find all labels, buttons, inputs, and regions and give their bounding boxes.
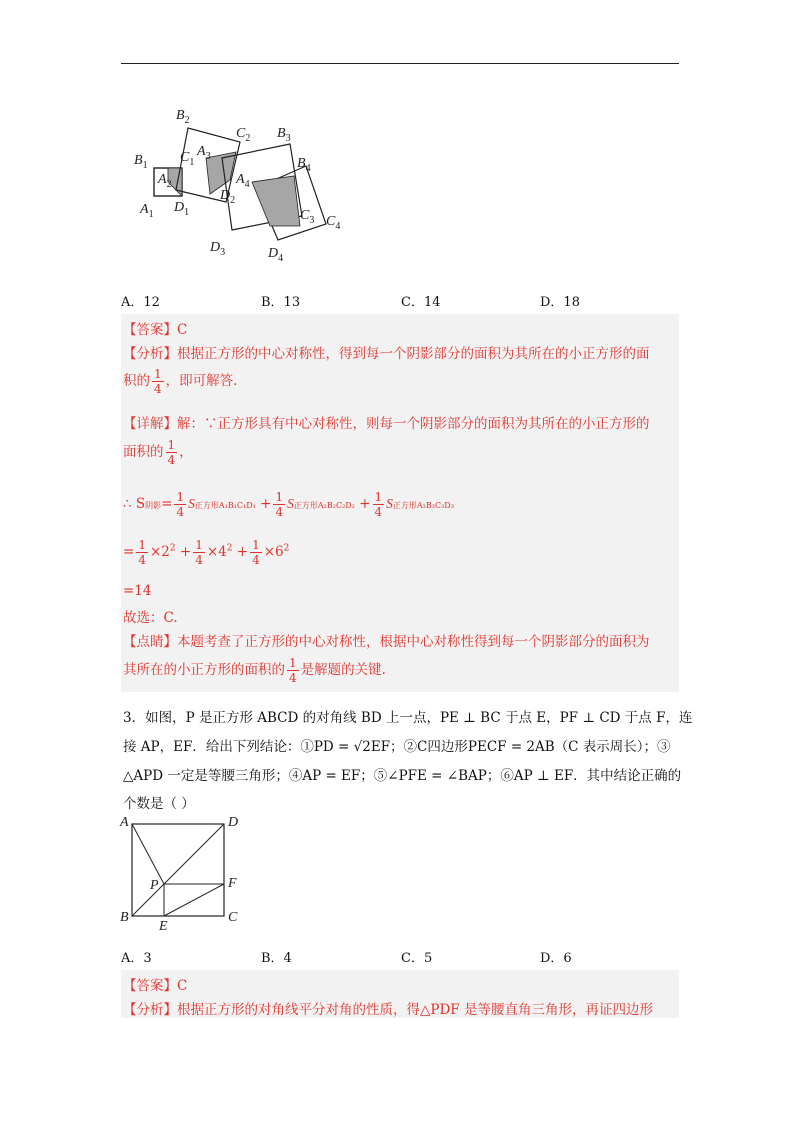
q2-answer: 【答案】C <box>123 322 188 338</box>
label-C3: $C_3$ <box>300 208 315 226</box>
q2-equation-2: = $\frac{1}{4}$ $\times 2^2$ + $\frac{1}{4}$ $\times 4^2$ + $\frac{1}{4}$ $\times 6^2$ <box>123 538 290 567</box>
header-rule <box>121 63 679 64</box>
q2-detail-line2: 面积的 $\frac{1}{4}$ ， <box>123 438 193 467</box>
q2-choice-a[interactable]: A．12 <box>121 295 160 310</box>
q2-choose: 故选：C. <box>123 610 178 626</box>
label-A4: $A_4$ <box>236 172 250 190</box>
label-B3: $B_3$ <box>277 126 291 144</box>
diagonal-bd <box>132 824 224 916</box>
q2-choice-c[interactable]: C．14 <box>401 295 441 310</box>
shade-4 <box>252 176 300 226</box>
label-B4: $B_4$ <box>297 156 311 174</box>
q2-analysis-line1: 【分析】根据正方形的中心对称性，得到每一个阴影部分的面积为其所在的小正方形的面 <box>123 346 650 362</box>
q2-equation-3: =14 <box>123 583 152 599</box>
label-D2: $D_2$ <box>220 188 236 206</box>
label-B1: $B_1$ <box>134 153 148 171</box>
q3-label-E: E <box>159 919 168 934</box>
fraction: $\frac{1}{4}$ <box>167 438 176 467</box>
segment-ef <box>164 884 224 916</box>
q3-choice-d[interactable]: D．6 <box>540 951 572 966</box>
q3-stem-line2: 接 AP，EF．给出下列结论：①PD = √2EF；②C四边形PECF = 2AB（C 表示周长）；③ <box>123 739 671 755</box>
label-A1: $A_1$ <box>140 202 154 220</box>
q3-choice-a[interactable]: A．3 <box>121 951 152 966</box>
label-A3: $A_3$ <box>197 144 211 162</box>
q3-stem-line4: 个数是（ ） <box>123 796 195 812</box>
label-D3: $D_3$ <box>210 240 226 258</box>
label-D1: $D_1$ <box>174 200 190 218</box>
label-C2: $C_2$ <box>236 126 251 144</box>
q3-figure <box>130 822 230 922</box>
q3-answer: 【答案】C <box>123 978 188 994</box>
q3-label-A: A <box>120 815 129 830</box>
label-D4: $D_4$ <box>268 246 284 264</box>
q3-analysis: 【分析】根据正方形的对角线平分对角的性质，得△PDF 是等腰直角三角形，再证四边形 <box>123 1002 653 1018</box>
q2-equation-1: ∴ S阴影= $\frac{1}{4}$ S正方形A₁B₁C₁D₁ + $\frac{1}{4}$ S正方形A₂B₂C₂D₂ + $\frac{1}{4}$ S正方形A₃B₃C₃D₃ <box>123 490 454 519</box>
q3-label-C: C <box>228 910 238 925</box>
label-C1: $C_1$ <box>180 150 195 168</box>
label-A2: $A_2$ <box>158 172 172 190</box>
q2-choice-b[interactable]: B．13 <box>261 295 301 310</box>
q3-label-P: P <box>150 878 159 893</box>
q2-detail-line1: 【详解】解：∵正方形具有中心对称性，则每一个阴影部分的面积为其所在的小正方形的 <box>123 416 650 432</box>
q2-choice-d[interactable]: D．18 <box>540 295 580 310</box>
fraction: $\frac{1}{4}$ <box>154 367 162 396</box>
q3-choice-b[interactable]: B．4 <box>261 951 292 966</box>
label-B2: $B_2$ <box>176 108 190 126</box>
label-C4: $C_4$ <box>326 214 341 232</box>
q3-choice-c[interactable]: C．5 <box>401 951 433 966</box>
q3-label-F: F <box>228 876 237 891</box>
segment-ap <box>132 824 164 884</box>
fraction: $\frac{1}{4}$ <box>289 656 297 685</box>
q2-comment-line2: 其所在的小正方形的面积的 $\frac{1}{4}$ 是解题的关键. <box>123 656 386 685</box>
q3-stem-line1: 3．如图，P 是正方形 ABCD 的对角线 BD 上一点，PE ⊥ BC 于点 E，PF ⊥ CD 于点 F，连 <box>123 710 693 726</box>
q3-stem-line3: △APD 一定是等腰三角形；④AP = EF；⑤∠PFE = ∠BAP；⑥AP ⊥ EF．其中结论正确的 <box>123 768 682 784</box>
q2-comment-line1: 【点睛】本题考查了正方形的中心对称性，根据中心对称性得到每一个阴影部分的面积为 <box>123 634 650 650</box>
q3-label-B: B <box>120 910 129 925</box>
q2-analysis-line2: 积的 $\frac{1}{4}$ ，即可解答. <box>123 367 238 396</box>
q3-label-D: D <box>228 815 239 830</box>
